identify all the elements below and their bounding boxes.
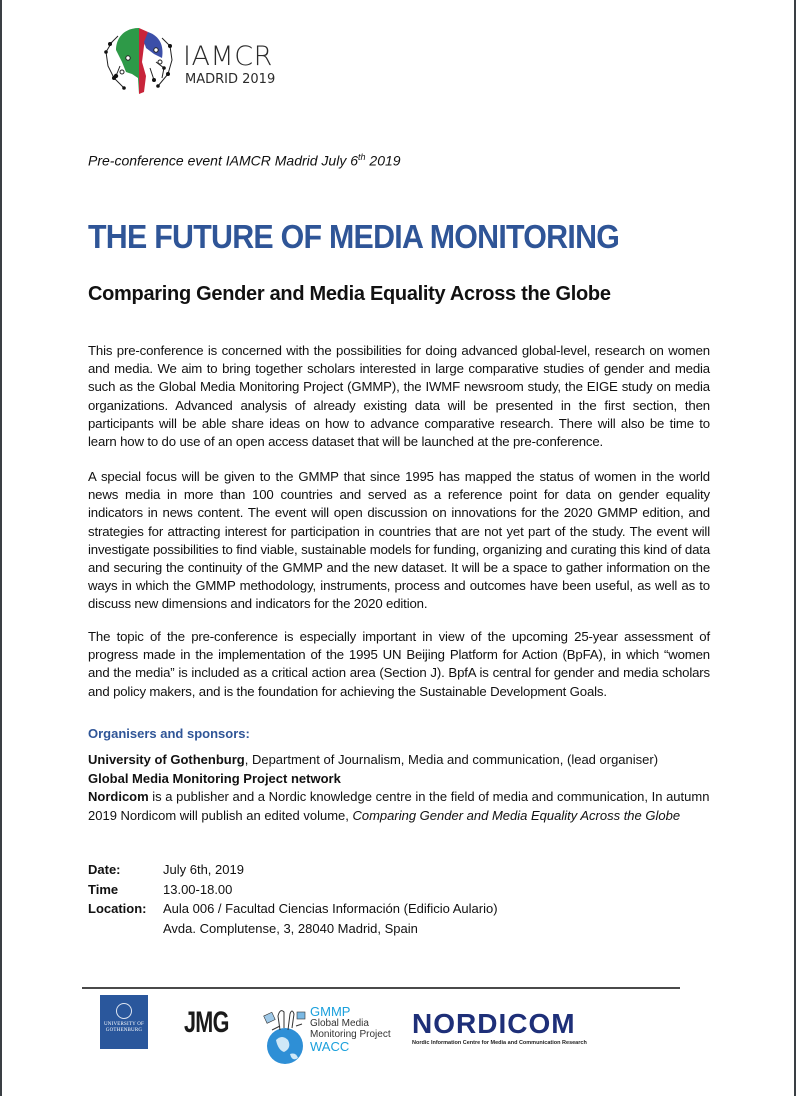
organisers-heading: Organisers and sponsors: — [88, 726, 250, 741]
date-value: July 6th, 2019 — [163, 862, 244, 877]
location-label: Location: — [88, 901, 147, 916]
event-line — [88, 152, 401, 169]
book-title: Comparing Gender and Media Equality Across the Globe — [352, 807, 681, 823]
location-line-1: Aula 006 / Facultad Ciencias Información (Edificio Aulario) — [163, 901, 498, 916]
university-seal-icon — [116, 1003, 132, 1019]
nordicom-logo — [412, 1010, 587, 1046]
organiser-entry — [88, 770, 718, 789]
time-value: 13.00-18.00 — [163, 881, 233, 897]
university-of-gothenburg-logo — [100, 995, 148, 1049]
gmmp-focus-paragraph: A special focus will be given to the GMMP that since 1995 has mapped the status of women in the world news media in more than 100 countries and served as a reference point for data on gender equality indicators in news content. The event will open discussion on innovations for the 2020 GMMP edition, and strategies for attracting interest for participation in countries that are not yet part of the study. The event will investigate possibilities to find viable, sustainable models for funding, organizing and curating this kind of data and securing the continuity of the GMMP and the new dataset. It will be a space to gather information on the ways in which the GMMP methodology, instruments, process and outcomes have been useful, as well as to discuss new dimensions and indicators for the 2020 edition. — [88, 469, 710, 612]
page-subtitle: Comparing Gender and Media Equality Across the Globe — [88, 283, 611, 305]
gmmp-globe-figures-icon — [262, 1000, 308, 1082]
date-label: Date: — [88, 862, 121, 877]
footer-divider — [82, 987, 680, 989]
circuit-brain-globe-icon — [98, 22, 180, 100]
location-row — [88, 899, 498, 919]
nordicom-wordmark: NORDICOM — [412, 1008, 576, 1039]
iamcr-logo — [98, 22, 288, 100]
wacc-label: WACC — [310, 1039, 350, 1054]
gothenburg-logo-line-2: GOTHENBURG — [105, 1028, 143, 1033]
gmmp-logo-acronym: GMMP — [310, 1004, 351, 1019]
time-row — [88, 880, 498, 900]
event-line-year: 2019 — [365, 152, 401, 169]
logo-subtitle: MADRID 2019 — [185, 72, 276, 87]
organiser-entry — [88, 788, 718, 825]
page-title: THE FUTURE OF MEDIA MONITORING — [88, 218, 620, 255]
organiser-name: University of Gothenburg — [88, 752, 245, 767]
date-row — [88, 860, 498, 880]
event-details — [88, 860, 498, 938]
organiser-name: Global Media Monitoring Project network — [88, 770, 341, 786]
page-edge-left — [0, 0, 2, 1096]
organiser-description: is a publisher and a Nordic knowledge centre in the field of media and communication, In autumn 2019 Nordicom will publish an edited volume, — [88, 789, 710, 823]
nordicom-tagline: Nordic Information Centre for Media and Communication Research — [412, 1040, 587, 1046]
gmmp-logo-line-3: Monitoring Project — [310, 1029, 391, 1040]
location-row-2 — [88, 919, 498, 939]
organiser-description: , Department of Journalism, Media and communication, (lead organiser) — [244, 752, 659, 767]
gothenburg-logo-line-1: UNIVERSITY OF — [103, 1022, 145, 1027]
time-label: Time — [88, 881, 119, 897]
gmmp-logo-line-2: Global Media — [310, 1018, 369, 1029]
event-line-text: Pre-conference event IAMCR Madrid July 6 — [88, 152, 358, 169]
jmg-logo: JMG — [184, 1006, 229, 1039]
intro-paragraph: This pre-conference is concerned with the possibilities for doing advanced global-level, research on women and media. We aim to bring together scholars interested in large comparative studies of gender and media such as the Global Media Monitoring Project (GMMP), the IWMF newsroom study, the EIGE study on media organizations. Advanced analysis of already existing data will be presented in the first section, then participants will be able share ideas on how to advance comparative research. There will also be time to learn how to do use of an open access dataset that will be launched at the pre-conference. — [88, 343, 710, 450]
logo-title: IAMCR — [183, 41, 273, 72]
organiser-name: Nordicom — [88, 789, 149, 804]
organisers-list — [88, 751, 718, 825]
bpfa-paragraph: The topic of the pre-conference is especially important in view of the upcoming 25-year assessment of progress made in the implementation of the 1995 UN Beijing Platform for Action (BpFA), in which “women and the media” is included as a critical action area (Section J). BpfA is central for gender and media scholars and policy makers, and is the foundation for achieving the Sustainable Development Goals. — [88, 629, 710, 699]
organiser-entry — [88, 751, 718, 770]
gmmp-logo — [262, 1000, 412, 1082]
location-line-2: Avda. Complutense, 3, 28040 Madrid, Spain — [163, 920, 418, 936]
event-line-superscript: th — [358, 152, 366, 162]
